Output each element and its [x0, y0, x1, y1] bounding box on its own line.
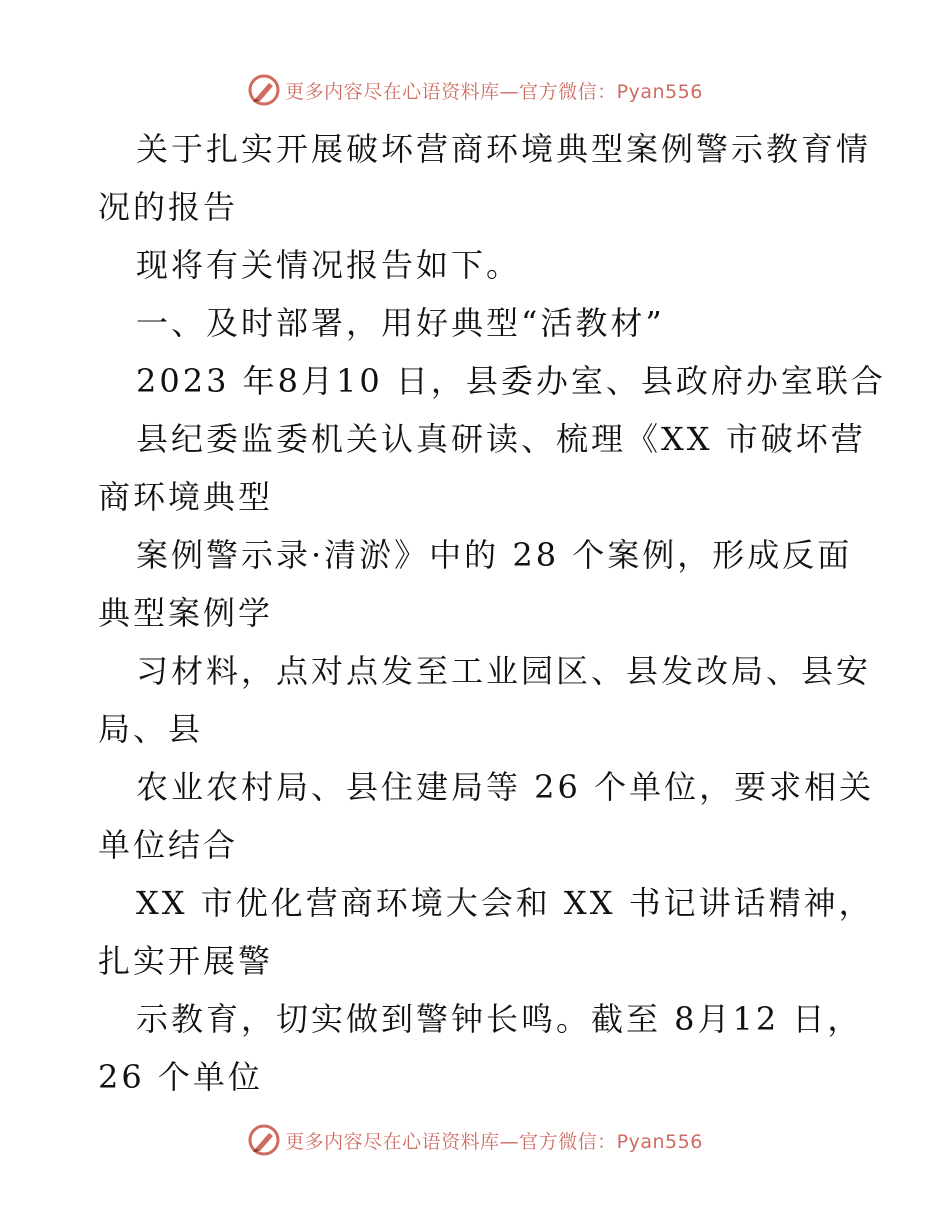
- title-line-1: 关于扎实开展破坏营商环境典型案例警示教育情: [136, 130, 872, 168]
- pen-logo-icon: [247, 73, 281, 107]
- watermark-text: 更多内容尽在心语资料库—官方微信：Pyan556: [285, 80, 703, 103]
- paragraph-line: XX 市优化营商环境大会和 XX 书记讲话精神，: [136, 884, 874, 922]
- document-body: [98, 120, 886, 1106]
- paragraph-line: 26 个单位: [98, 1058, 263, 1096]
- watermark-text: 更多内容尽在心语资料库—官方微信：Pyan556: [285, 1130, 703, 1153]
- paragraph-line: 示教育，切实做到警钟长鸣。截至 8月12 日，: [136, 1000, 863, 1038]
- paragraph-line: 典型案例学: [98, 594, 274, 632]
- paragraph-line: 扎实开展警: [98, 942, 274, 980]
- title-line-2: 况的报告: [98, 188, 239, 226]
- paragraph-line: 单位结合: [98, 826, 239, 864]
- paragraph-line: 县纪委监委机关认真研读、梳理《XX 市破坏营: [136, 420, 866, 458]
- paragraph-line: 案例警示录·清淤》中的 28 个案例，形成反面: [136, 536, 853, 574]
- section-heading: 一、及时部署，用好典型“活教材”: [136, 304, 665, 342]
- paragraph-line: 现将有关情况报告如下。: [136, 246, 522, 284]
- paragraph-line: 习材料，点对点发至工业园区、县发改局、县安: [136, 652, 872, 690]
- pen-logo-icon: [247, 1123, 281, 1157]
- watermark-footer: [0, 1120, 950, 1160]
- paragraph-line: 商环境典型: [98, 478, 274, 516]
- paragraph-line: 局、县: [98, 710, 204, 748]
- paragraph-line: 农业农村局、县住建局等 26 个单位，要求相关: [136, 768, 875, 806]
- watermark-header: [0, 70, 950, 110]
- paragraph-line: 2023 年8月10 日，县委办室、县政府办室联合: [136, 362, 886, 400]
